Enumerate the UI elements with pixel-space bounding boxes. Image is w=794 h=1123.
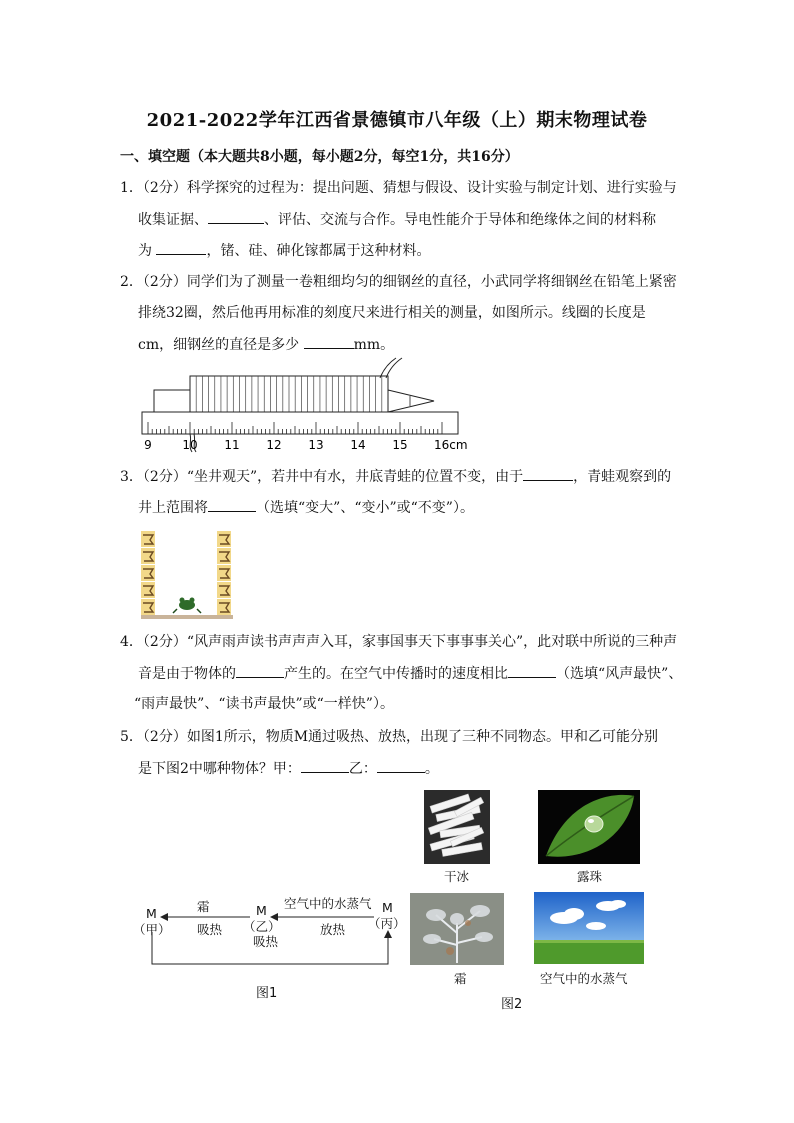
q4-line3: “雨声最快”、“读书声最快”或“一样快”）。 [134,696,394,712]
q2-text: mm。 [353,337,395,353]
exam-title: 2021-2022学年江西省景德镇市八年级（上）期末物理试卷 [146,110,648,131]
ruler-label: 12 [266,438,282,452]
q1-text: ，锗、硅、砷化镓都属于这种材料。 [206,243,431,259]
frost-photo [410,893,504,965]
frost-caption: 霜 [454,971,467,986]
dry-ice-caption: 干冰 [444,869,470,884]
fig1-label-absorb: 吸热 [197,922,223,937]
q1-line1: 1．（2分）科学探究的过程为：提出问题、猜想与假设、设计实验与制定计划、进行实验与 [120,180,677,196]
section-heading: 一、填空题（本大题共8小题，每小题2分，每空1分，共16分） [120,149,519,165]
dew-photo [538,790,640,864]
ruler-label: 10 [182,438,198,452]
q1-line3 [138,240,430,261]
fig1-state-yi: （乙） [243,919,281,934]
q1-blank-1[interactable] [208,209,264,224]
q5-text: 是下图2中哪种物体？甲： [138,761,301,777]
fig1-state-jia: （甲） [133,922,171,937]
q4-text: 产生的。在空气中传播时的速度相比 [284,666,508,682]
vapor-caption: 空气中的水蒸气 [540,971,628,986]
q5-line2 [138,758,439,779]
ruler-label: 13 [308,438,324,452]
well-frog-figure [141,531,233,619]
q2-text: cm，细钢丝的直径是多少 [138,337,304,353]
q5-line1: 5．（2分）如图1所示，物质M通过吸热、放热，出现了三种不同物态。甲和乙可能分别 [120,729,659,745]
ruler-label: 9 [144,438,152,452]
q3-text: （选填“变大”、“变小”或“不变”）。 [256,500,474,516]
q3-blank-1[interactable] [523,466,573,481]
fig1-m-jia: M [146,906,157,921]
q1-text: 为 [138,243,157,259]
q4-line2 [138,663,682,684]
fig1-label-frost: 霜 [197,899,210,914]
fig1-label-release: 放热 [320,922,346,937]
vapor-sky-photo [534,892,644,964]
q2-blank[interactable] [304,334,354,349]
q2-line1: 2．（2分）同学们为了测量一卷粗细均匀的细钢丝的直径，小武同学将细钢丝在铅笔上紧密 [120,274,677,290]
q5-text: 乙： [348,761,377,777]
q5-text: 。 [424,761,439,777]
q4-line1: 4．（2分）“风声雨声读书声声声入耳，家事国事天下事事事关心”，此对联中所说的三种声 [120,634,678,650]
q3-line1 [120,466,671,487]
dew-caption: 露珠 [577,869,603,884]
frog-icon [173,598,201,614]
dry-ice-photo [424,790,490,864]
q4-text: （选填“风声最快”、 [556,666,683,682]
q1-text: 、评估、交流与合作。导电性能介于导体和绝缘体之间的材料称 [264,212,656,228]
q3-text: 井上范围将 [138,500,208,516]
q3-blank-2[interactable] [208,497,256,512]
fig1-label-vapor: 空气中的水蒸气 [284,896,372,911]
ruler-label: 15 [392,438,408,452]
q1-text: 收集证据、 [138,212,208,228]
ruler-label: 11 [224,438,240,452]
q3-text: 3．（2分）“坐井观天”，若井中有水，井底青蛙的位置不变，由于 [120,469,524,485]
q4-blank-2[interactable] [508,663,556,678]
q2-line2: 排绕32圈，然后他再用标准的刻度尺来进行相关的测量，如图所示。线圈的长度是 [138,305,646,321]
ruler-label: 16cm [434,438,468,452]
q1-blank-2[interactable] [156,240,206,255]
fig1-label-absorb-2: 吸热 [253,934,279,949]
q4-blank-1[interactable] [236,663,284,678]
ruler-figure [138,356,468,456]
fig1-state-bing: （丙） [368,916,406,931]
q4-text: 音是由于物体的 [138,666,236,682]
fig1-m-bing: M [382,900,393,915]
q3-line2 [138,497,474,518]
q2-line3 [138,334,394,355]
ruler-label: 14 [350,438,366,452]
q3-text: ，青蛙观察到的 [573,469,672,485]
q1-line2 [138,209,656,230]
fig1-m-yi: M [256,903,267,918]
fig2-caption: 图2 [501,997,523,1012]
q5-blank-jia[interactable] [301,758,349,773]
fig1-caption: 图1 [256,986,278,1001]
q5-blank-yi[interactable] [377,758,425,773]
